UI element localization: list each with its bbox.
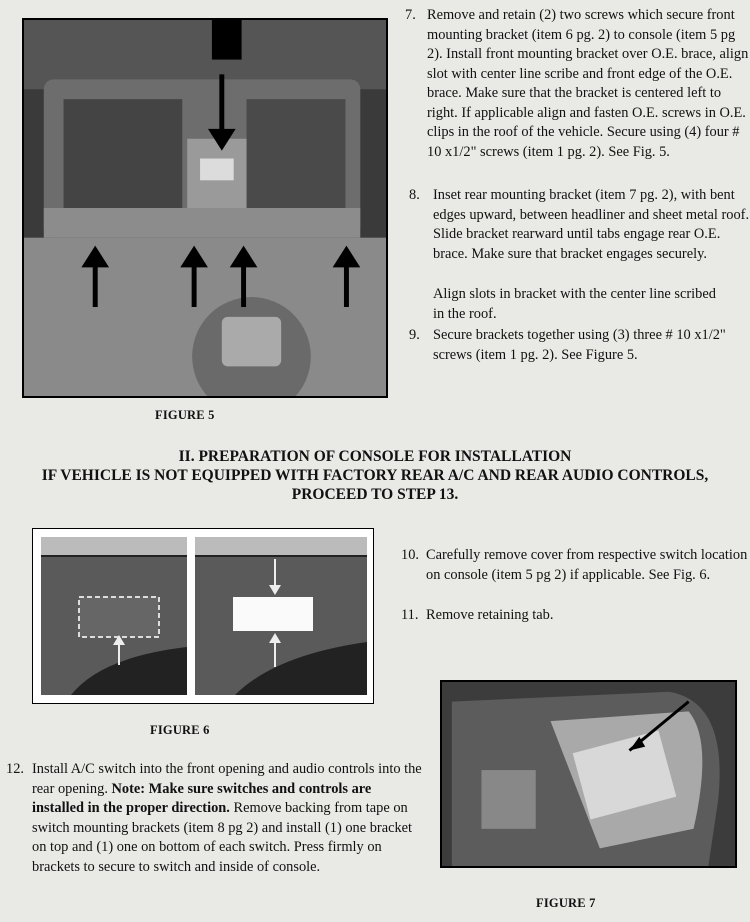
figure-5-caption: FIGURE 5 <box>155 408 215 422</box>
step-11-number: 11. <box>401 607 419 623</box>
step-8-number: 8. <box>409 187 420 203</box>
step-7-number: 7. <box>405 7 416 23</box>
step-12-note: Note: Make sure switches and controls are installed in the proper direction. <box>32 780 372 816</box>
step-8-text-2: Align slots in bracket with the center line scribed in the roof. <box>433 286 716 322</box>
step-9-text: Secure brackets together using (3) three # 10 x1/2" screws (item 1 pg. 2). See Figure 5. <box>433 327 726 363</box>
figure-6-left-illustration <box>41 537 187 695</box>
step-11-text: Remove retaining tab. <box>426 607 554 623</box>
figure-6-right-panel <box>195 537 367 695</box>
step-10-number: 10. <box>401 547 419 563</box>
section-heading-line-2: IF VEHICLE IS NOT EQUIPPED WITH FACTORY REAR A/C AND REAR AUDIO CONTROLS, <box>41 467 709 484</box>
figure-7-photo <box>440 680 737 868</box>
section-heading-line-3: PROCEED TO STEP 13. <box>291 486 459 503</box>
figure-6-caption: FIGURE 6 <box>150 723 210 737</box>
step-12-number: 12. <box>6 761 24 777</box>
figure-7-caption: FIGURE 7 <box>536 896 596 910</box>
section-heading <box>0 447 750 504</box>
step-9-number: 9. <box>409 327 420 343</box>
figure-5-photo <box>22 18 388 398</box>
step-12-text-a: Install A/C switch into the front opening and audio controls into the rear opening. <box>32 761 422 797</box>
figure-5-illustration <box>24 20 386 396</box>
figure-6-photo <box>32 528 374 704</box>
section-heading-line-1: II. PREPARATION OF CONSOLE FOR INSTALLATION <box>178 448 572 465</box>
step-12-text <box>32 760 426 877</box>
step-7-text: Remove and retain (2) two screws which secure front mounting bracket (item 6 pg. 2) to console (item 5 pg 2). Install front mounting bracket over O.E. brace, align slot with center line scribe and front edge of the O.E. brace. Make sure that the bracket is centered left to right. If applicable align and fasten O.E. screws in O.E. clips in the roof of the vehicle. Secure using (4) four # 10 x1/2" screws (item 1 pg. 2). See Fig. 5. <box>427 7 749 160</box>
figure-6-right-illustration <box>195 537 367 695</box>
step-10-text: Carefully remove cover from respective switch location on console (item 5 pg 2) if applicable. See Fig. 6. <box>426 547 748 583</box>
step-12-text-b: Remove backing from tape on switch mounting brackets (item 8 pg 2) and install (1) one bracket on top and (1) one on bottom of each switch. Press firmly on brackets to secure to switch and inside of console. <box>32 800 413 875</box>
figure-6-left-panel <box>41 537 187 695</box>
figure-7-illustration <box>442 682 735 866</box>
step-8-text: Inset rear mounting bracket (item 7 pg. 2), with bent edges upward, between headliner and sheet metal roof. Slide bracket rearward until tabs engage rear O.E. brace. Make sure that bracket engages securely. <box>433 187 750 262</box>
